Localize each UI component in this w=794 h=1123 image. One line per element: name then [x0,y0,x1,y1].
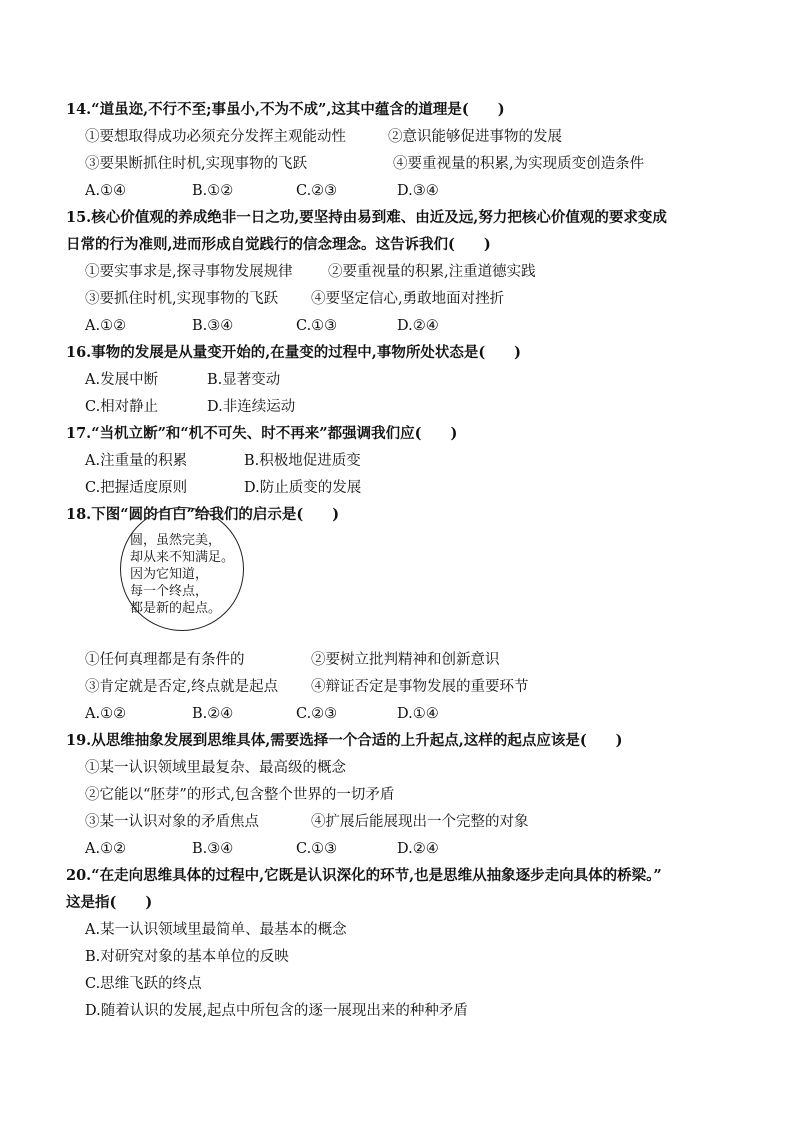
q17-option-b[interactable]: B.积极地促进质变 [244,453,361,469]
q18-option-d[interactable]: D.①④ [397,706,439,722]
q18-option-b[interactable]: B.②④ [192,706,234,722]
question-20-stem-line2: 这是指( ) [66,894,153,911]
q19-option-b[interactable]: B.③④ [192,841,234,857]
q20-option-a[interactable]: A.某一认识领域里最简单、最基本的概念 [85,922,347,938]
q19-option-c[interactable]: C.①③ [296,841,338,857]
q15-option-b[interactable]: B.③④ [192,318,234,334]
q18-statement-3: ③肯定就是否定,终点就是起点 [85,679,279,695]
q18-option-a[interactable]: A.①② [85,706,127,722]
q16-option-a[interactable]: A.发展中断 [85,372,159,388]
figure-line-5: 都是新的起点。 [130,601,222,616]
question-16-stem: 16.事物的发展是从量变开始的,在量变的过程中,事物所处状态是( ) [66,344,522,361]
q18-statement-4: ④辩证否定是事物发展的重要环节 [311,679,529,695]
q18-statement-1: ①任何真理都是有条件的 [85,652,245,668]
q15-statement-3: ③要抓住时机,实现事物的飞跃 [85,291,279,307]
question-19-stem: 19.从思维抽象发展到思维具体,需要选择一个合适的上升起点,这样的起点应该是( ) [66,732,623,749]
q20-option-c[interactable]: C.思维飞跃的终点 [85,976,202,992]
question-14-stem: 14.“道虽迩,不行不至;事虽小,不为不成”,这其中蕴含的道理是( ) [66,101,505,118]
q14-option-b[interactable]: B.①② [192,183,234,199]
q16-option-b[interactable]: B.显著变动 [207,372,281,388]
q20-option-b[interactable]: B.对研究对象的基本单位的反映 [85,949,289,965]
q14-statement-3: ③要果断抓住时机,实现事物的飞跃 [85,156,308,172]
q14-statement-2: ②意识能够促进事物的发展 [388,129,562,145]
question-17-stem: 17.“当机立断”和“机不可失、时不再来”都强调我们应( ) [66,425,458,442]
q19-statement-2: ②它能以“胚芽”的形式,包含整个世界的一切矛盾 [85,787,395,803]
figure-line-4: 每一个终点， [130,584,209,599]
question-15-stem-line2: 日常的行为准则,进而形成自觉践行的信念理念。这告诉我们( ) [66,236,491,253]
q18-option-c[interactable]: C.②③ [296,706,338,722]
q18-statement-2: ②要树立批判精神和创新意识 [311,652,500,668]
q19-statement-1: ①某一认识领域里最复杂、最高级的概念 [85,760,346,776]
q15-statement-2: ②要重视量的积累,注重道德实践 [328,264,536,280]
q17-option-d[interactable]: D.防止质变的发展 [244,480,362,496]
q19-statement-4: ④扩展后能展现出一个完整的对象 [311,814,529,830]
question-20-stem-line1: 20.“在走向思维具体的过程中,它既是认识深化的环节,也是思维从抽象逐步走向具体的桥梁。” [66,867,662,884]
q15-statement-1: ①要实事求是,探寻事物发展规律 [85,264,293,280]
q15-option-c[interactable]: C.①③ [296,318,338,334]
q20-option-d[interactable]: D.随着认识的发展,起点中所包含的逐一展现出来的种种矛盾 [85,1003,468,1019]
q14-option-a[interactable]: A.①④ [85,183,127,199]
figure-line-2: 却从来不知满足。 [130,550,235,565]
q17-option-a[interactable]: A.注重量的积累 [85,453,188,469]
q19-option-a[interactable]: A.①② [85,841,127,857]
q15-statement-4: ④要坚定信心,勇敢地面对挫折 [311,291,505,307]
q14-option-d[interactable]: D.③④ [397,183,439,199]
question-18-stem: 18.下图“圆的自白”给我们的启示是( ) [66,506,340,523]
figure-line-3: 因为它知道， [130,567,209,582]
question-15-stem-line1: 15.核心价值观的养成绝非一日之功,要坚持由易到难、由近及远,努力把核心价值观的要求变成 [66,209,667,226]
q15-option-a[interactable]: A.①② [85,318,127,334]
q15-option-d[interactable]: D.②④ [397,318,439,334]
q19-option-d[interactable]: D.②④ [397,841,439,857]
q14-option-c[interactable]: C.②③ [296,183,338,199]
q17-option-c[interactable]: C.把握适度原则 [85,480,188,496]
q14-statement-4: ④要重视量的积累,为实现质变创造条件 [393,156,645,172]
q14-statement-1: ①要想取得成功必须充分发挥主观能动性 [85,129,346,145]
q16-option-c[interactable]: C.相对静止 [85,399,159,415]
q16-option-d[interactable]: D.非连续运动 [207,399,296,415]
q19-statement-3: ③某一认识对象的矛盾焦点 [85,814,259,830]
figure-line-1: 圆，虽然完美， [130,533,222,548]
